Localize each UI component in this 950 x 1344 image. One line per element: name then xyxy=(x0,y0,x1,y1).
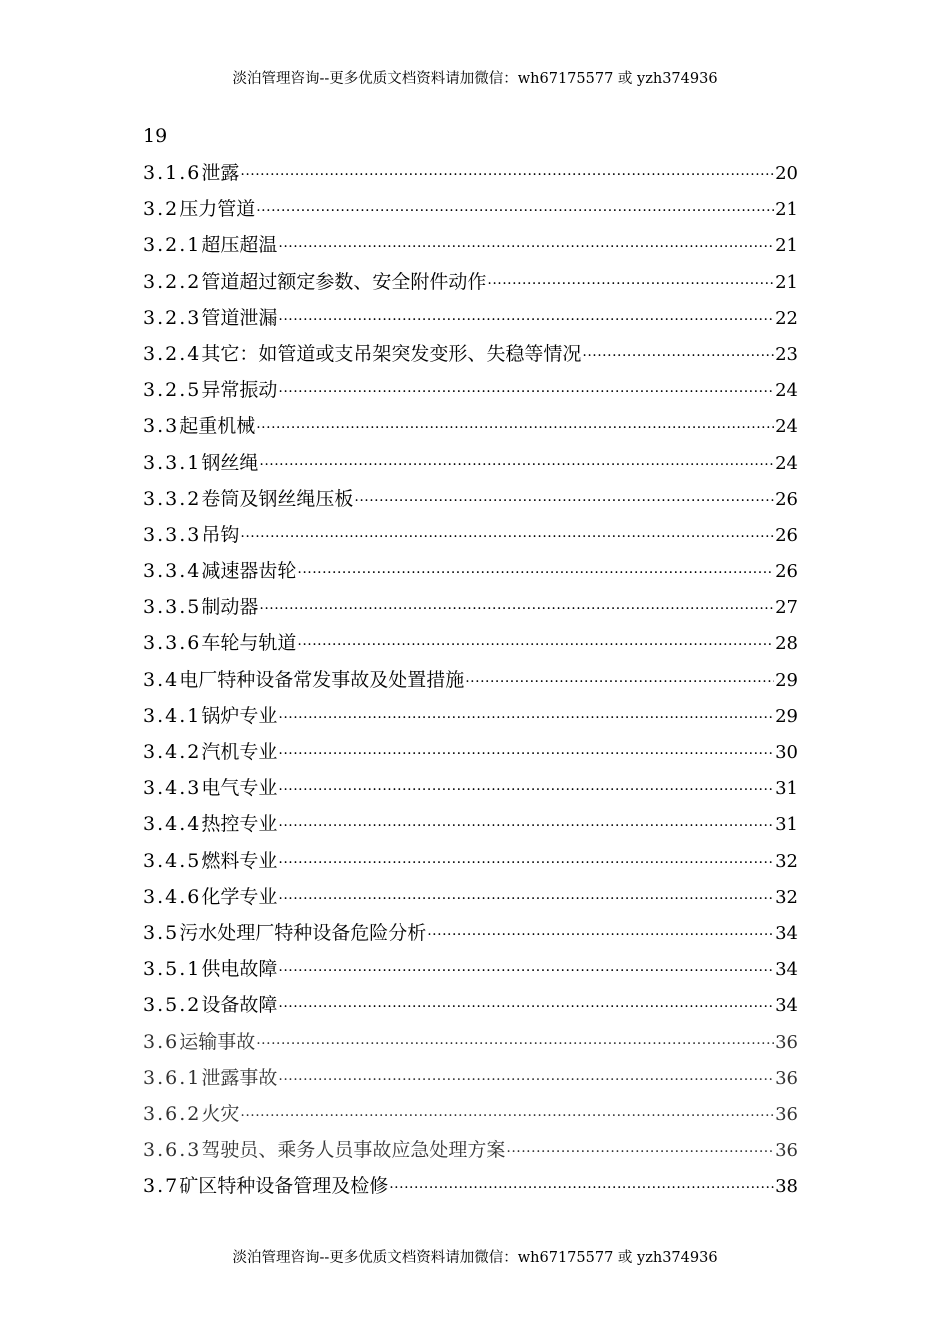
toc-entry-page: 34 xyxy=(775,995,798,1017)
toc-entry[interactable] xyxy=(143,589,798,625)
dot-leader xyxy=(297,627,774,663)
toc-entry-number: 3.3.2 xyxy=(143,487,202,510)
toc-entry-page: 38 xyxy=(775,1176,798,1198)
dot-leader xyxy=(278,772,774,808)
toc-entry-title: 超压超温 xyxy=(201,234,278,257)
toc-entry-number: 3.3.5 xyxy=(143,596,202,619)
toc-entry-title: 管道超过额定参数、安全附件动作 xyxy=(201,270,487,293)
toc-entry-page: 36 xyxy=(775,1140,798,1162)
toc-entry-number: 3.2.5 xyxy=(143,379,202,402)
toc-entry-title: 燃料专业 xyxy=(201,849,278,872)
toc-entry-page: 24 xyxy=(775,380,798,402)
toc-entry-title: 设备故障 xyxy=(201,994,278,1017)
toc-entry-page: 36 xyxy=(775,1067,798,1089)
toc-entry-title: 电厂特种设备常发事故及处置措施 xyxy=(179,668,465,691)
dot-leader xyxy=(297,555,774,591)
toc-entry-title: 钢丝绳 xyxy=(201,451,259,474)
toc-entry-number: 3.4.2 xyxy=(143,741,202,763)
toc-entry[interactable] xyxy=(143,915,798,951)
toc-entry-title: 供电故障 xyxy=(201,958,278,981)
toc-entry-number: 3.6.2 xyxy=(143,1102,202,1125)
toc-entry-page: 36 xyxy=(775,1103,798,1125)
dot-leader xyxy=(278,374,774,410)
toc-entry-title: 管道泄漏 xyxy=(201,306,278,329)
toc-entry-number: 3.2.2 xyxy=(143,270,202,293)
toc-entry-page: 29 xyxy=(775,669,798,691)
dot-leader xyxy=(240,1098,774,1134)
toc-entry-number: 3.3.4 xyxy=(143,560,202,583)
toc-entry-title: 泄露 xyxy=(201,162,240,184)
dot-leader xyxy=(427,917,774,953)
toc-entry-title: 驾驶员、乘务人员事故应急处理方案 xyxy=(201,1139,506,1162)
toc-entry-title: 矿区特种设备管理及检修 xyxy=(179,1175,389,1198)
toc-entry[interactable] xyxy=(143,1024,798,1060)
toc-entry-page: 32 xyxy=(775,850,798,872)
dot-leader xyxy=(278,1062,774,1098)
toc-entry-title: 吊钩 xyxy=(201,523,240,546)
toc-entry-page: 31 xyxy=(775,814,798,836)
toc-entry-number: 3.4.4 xyxy=(143,813,202,836)
dot-leader xyxy=(465,664,774,700)
toc-entry-number: 3.2.1 xyxy=(143,234,202,257)
toc-entry-page: 21 xyxy=(775,235,798,257)
toc-entry[interactable] xyxy=(143,1132,798,1168)
toc-entry-number: 3.3.3 xyxy=(143,523,202,546)
dot-leader xyxy=(278,736,774,772)
dot-leader xyxy=(487,266,774,302)
dot-leader xyxy=(389,1170,774,1206)
dot-leader xyxy=(278,700,774,736)
toc-entry-title: 减速器齿轮 xyxy=(201,560,297,583)
toc-entry-number: 3.2.4 xyxy=(143,342,202,365)
dot-leader xyxy=(278,989,774,1025)
toc-entry[interactable] xyxy=(143,1168,798,1204)
toc-entry-page: 26 xyxy=(775,488,798,510)
toc-entry-title: 运输事故 xyxy=(179,1030,256,1053)
page-header: 淡泊管理咨询--更多优质文档资料请加微信：wh67175577 或 yzh374936 xyxy=(232,71,718,87)
toc-entry[interactable] xyxy=(143,300,798,336)
toc-entry-number: 3.2.3 xyxy=(143,306,202,329)
toc-entry-title: 异常振动 xyxy=(201,379,278,402)
toc-entry[interactable] xyxy=(143,1096,798,1132)
dot-leader xyxy=(278,302,774,338)
toc-entry-title: 汽机专业 xyxy=(201,741,278,763)
toc-entry-page: 21 xyxy=(775,199,798,221)
toc-entry[interactable] xyxy=(143,698,798,734)
toc-entry-title: 卷筒及钢丝绳压板 xyxy=(201,487,354,510)
toc-entry[interactable] xyxy=(143,734,798,770)
toc-entry[interactable] xyxy=(143,227,798,263)
toc-entry-page: 22 xyxy=(775,307,798,329)
toc-entry[interactable] xyxy=(143,155,798,191)
toc-entry-page: 21 xyxy=(775,271,798,293)
toc-entry[interactable] xyxy=(143,445,798,481)
dot-leader xyxy=(256,410,774,446)
toc-entry-title: 锅炉专业 xyxy=(201,704,278,727)
toc-entry-page: 34 xyxy=(775,959,798,981)
toc-entry-number: 3.6.3 xyxy=(143,1139,202,1162)
toc-entry-title: 化学专业 xyxy=(201,885,278,908)
toc-entry-number: 3.2 xyxy=(143,198,180,221)
toc-entry-page: 30 xyxy=(775,742,798,763)
dot-leader xyxy=(256,1026,774,1062)
toc-entry-title: 其它：如管道或支吊架突发变形、失稳等情况 xyxy=(201,342,582,365)
toc-entry[interactable] xyxy=(143,662,798,698)
toc-entry-page: 26 xyxy=(775,561,798,583)
toc-entry[interactable] xyxy=(143,770,798,806)
toc-entry-title: 起重机械 xyxy=(179,415,256,438)
toc-entry-page: 31 xyxy=(775,778,798,800)
toc-entry[interactable] xyxy=(143,264,798,300)
toc-entry[interactable] xyxy=(143,481,798,517)
toc-entry-title: 制动器 xyxy=(201,596,259,619)
toc-entry-number: 3.5.1 xyxy=(143,958,202,981)
toc-entry-number: 3.1.6 xyxy=(143,162,202,184)
toc-entry[interactable] xyxy=(143,1060,798,1096)
toc-entry-page: 36 xyxy=(775,1031,798,1053)
toc-entry-number: 3.3 xyxy=(143,415,180,438)
toc-entry-page: 27 xyxy=(775,597,798,619)
dot-leader xyxy=(278,229,774,265)
toc-entry[interactable] xyxy=(143,336,798,372)
toc-entry[interactable] xyxy=(143,843,798,879)
toc-entry-number: 3.4.5 xyxy=(143,849,202,872)
toc-entry-number: 3.3.6 xyxy=(143,632,202,655)
dot-leader xyxy=(582,338,774,374)
toc-entry-title: 压力管道 xyxy=(179,198,256,221)
dot-leader xyxy=(256,193,774,229)
toc-entry-title: 车轮与轨道 xyxy=(201,632,297,655)
toc-entry-number: 3.5.2 xyxy=(143,994,202,1017)
dot-leader xyxy=(259,447,774,483)
toc-entry-number: 3.6 xyxy=(143,1030,180,1053)
toc-entry-page: 32 xyxy=(775,886,798,908)
toc-entry-page: 24 xyxy=(775,416,798,438)
toc-entry[interactable] xyxy=(143,517,798,553)
toc-entry-number: 3.4.3 xyxy=(143,777,202,800)
toc-entry-page: 20 xyxy=(775,163,798,184)
toc-entry[interactable] xyxy=(143,987,798,1023)
dot-leader xyxy=(240,519,774,555)
toc-entry-number: 3.4 xyxy=(143,668,180,691)
toc-entry-page: 24 xyxy=(775,452,798,474)
toc-entry[interactable] xyxy=(143,408,798,444)
toc-entry-title: 火灾 xyxy=(201,1102,240,1125)
toc-entry-title: 电气专业 xyxy=(201,777,278,800)
dot-leader xyxy=(354,483,774,519)
dot-leader xyxy=(506,1134,774,1170)
toc-entry-number: 3.5 xyxy=(143,921,180,944)
toc-entry[interactable] xyxy=(143,879,798,915)
toc-entry-title: 热控专业 xyxy=(201,813,278,836)
toc-entry[interactable] xyxy=(143,553,798,589)
toc-entry[interactable] xyxy=(143,806,798,842)
toc-entry[interactable] xyxy=(143,625,798,661)
toc-entry-number: 3.3.1 xyxy=(143,451,202,474)
toc-entry-title: 泄露事故 xyxy=(201,1066,278,1089)
toc-entry-number: 3.4.1 xyxy=(143,704,202,727)
toc-entry[interactable] xyxy=(143,372,798,408)
toc-entry-page: 23 xyxy=(775,343,798,365)
toc-entry[interactable] xyxy=(143,191,798,227)
dot-leader xyxy=(278,845,774,881)
page-footer: 淡泊管理咨询--更多优质文档资料请加微信：wh67175577 或 yzh374936 xyxy=(232,1250,718,1266)
toc-entry-page: 29 xyxy=(775,705,798,727)
dot-leader xyxy=(259,591,774,627)
toc-entry-title: 污水处理厂特种设备危险分析 xyxy=(179,921,427,944)
toc-entry-number: 3.6.1 xyxy=(143,1066,202,1089)
dot-leader xyxy=(278,953,774,989)
dot-leader xyxy=(240,157,774,193)
dot-leader xyxy=(278,808,774,844)
toc-entry-page: 28 xyxy=(775,633,798,655)
toc-entry-page: 26 xyxy=(775,524,798,546)
toc-entry[interactable] xyxy=(143,951,798,987)
table-of-contents xyxy=(143,155,798,1204)
dot-leader xyxy=(278,881,774,917)
page-number-line: 19 xyxy=(143,125,168,147)
toc-entry-number: 3.7 xyxy=(143,1175,180,1198)
toc-entry-page: 34 xyxy=(775,922,798,944)
toc-entry-number: 3.4.6 xyxy=(143,885,202,908)
